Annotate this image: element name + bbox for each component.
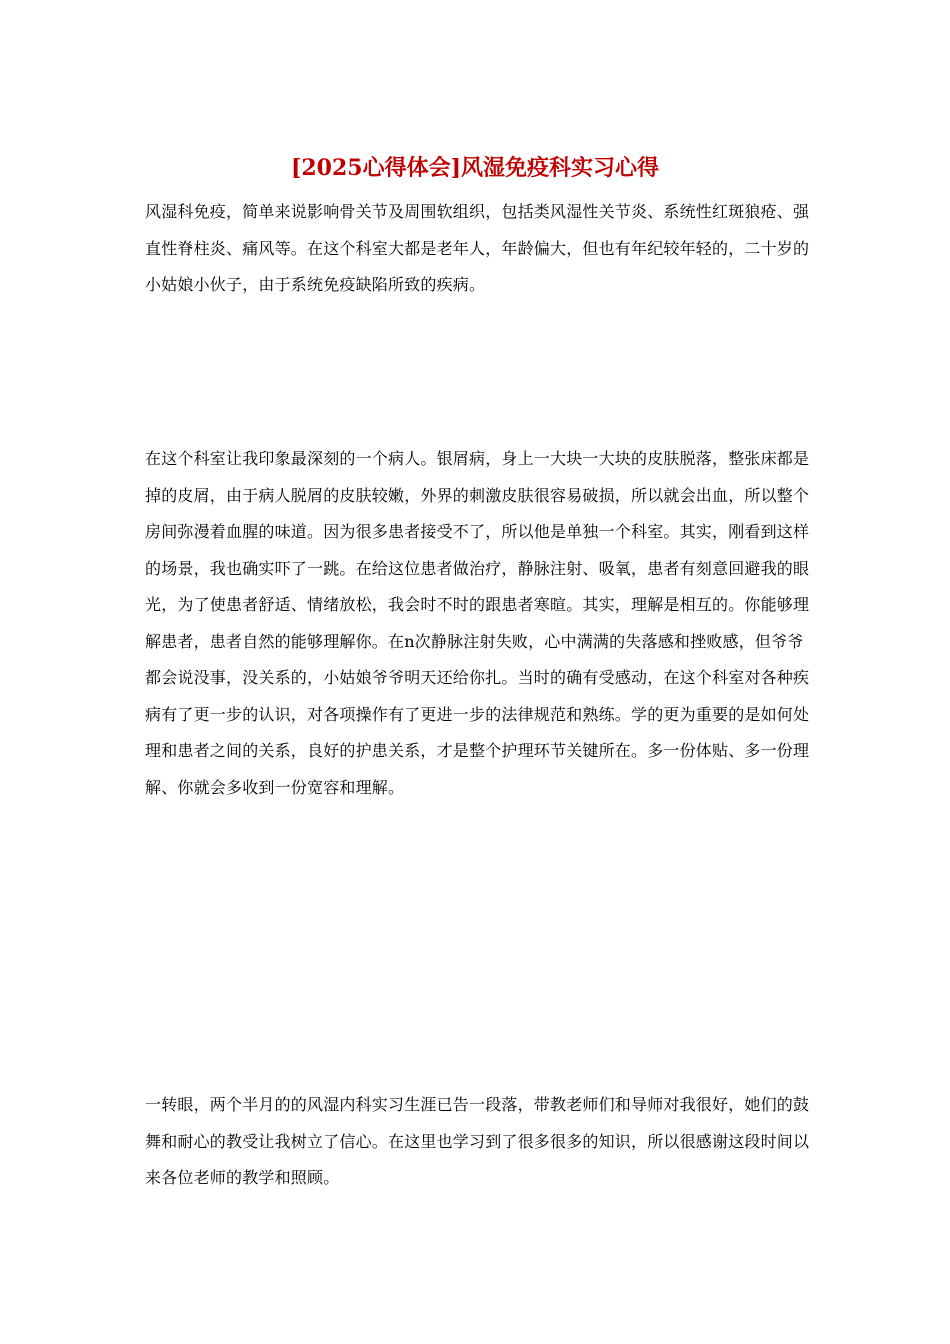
paragraph-intro: 风湿科免疫，简单来说影响骨关节及周围软组织，包括类风湿性关节炎、系统性红斑狼疮、强直性脊柱炎、痛风等。在这个科室大都是老年人，年龄偏大，但也有年纪较年轻的，二十岁的小姑娘小伙子，由于系统免疫缺陷所致的疾病。 [145,202,810,294]
paragraph-patient-story: 在这个科室让我印象最深刻的一个病人。银屑病，身上一大块一大块的皮肤脱落，整张床都是掉的皮屑，由于病人脱屑的皮肤较嫩，外界的刺激皮肤很容易破损，所以就会出血，所以整个房间弥漫着血腥的味道。因为很多患者接受不了，所以他是单独一个科室。其实，刚看到这样的场景，我也确实吓了一跳。在给这位患者做治疗，静脉注射、吸氧，患者有刻意回避我的眼光，为了使患者舒适、情绪放松，我会时不时的跟患者寒暄。其实，理解是相互的。你能够理解患者，患者自然的能够理解你。在n次静脉注射失败，心中满满的失落感和挫败感，但爷爷都会说没事，没关系的，小姑娘爷爷明天还给你扎。当时的确有受感动，在这个科室对各种疾病有了更一步的认识，对各项操作有了更进一步的法律规范和熟练。学的更为重要的是如何处理和患者之间的关系，良好的护患关系，才是整个护理环节关键所在。多一份体贴、多一份理解、你就会多收到一份宽容和理解。 [145,449,810,797]
paragraph-conclusion: 一转眼，两个半月的的风湿内科实习生涯已告一段落，带教老师们和导师对我很好，她们的鼓舞和耐心的教受让我树立了信心。在这里也学习到了很多很多的知识，所以很感谢这段时间以来各位老师的教学和照顾。 [145,1095,810,1187]
document-title: [2025心得体会]风湿免疫科实习心得 [290,155,660,181]
